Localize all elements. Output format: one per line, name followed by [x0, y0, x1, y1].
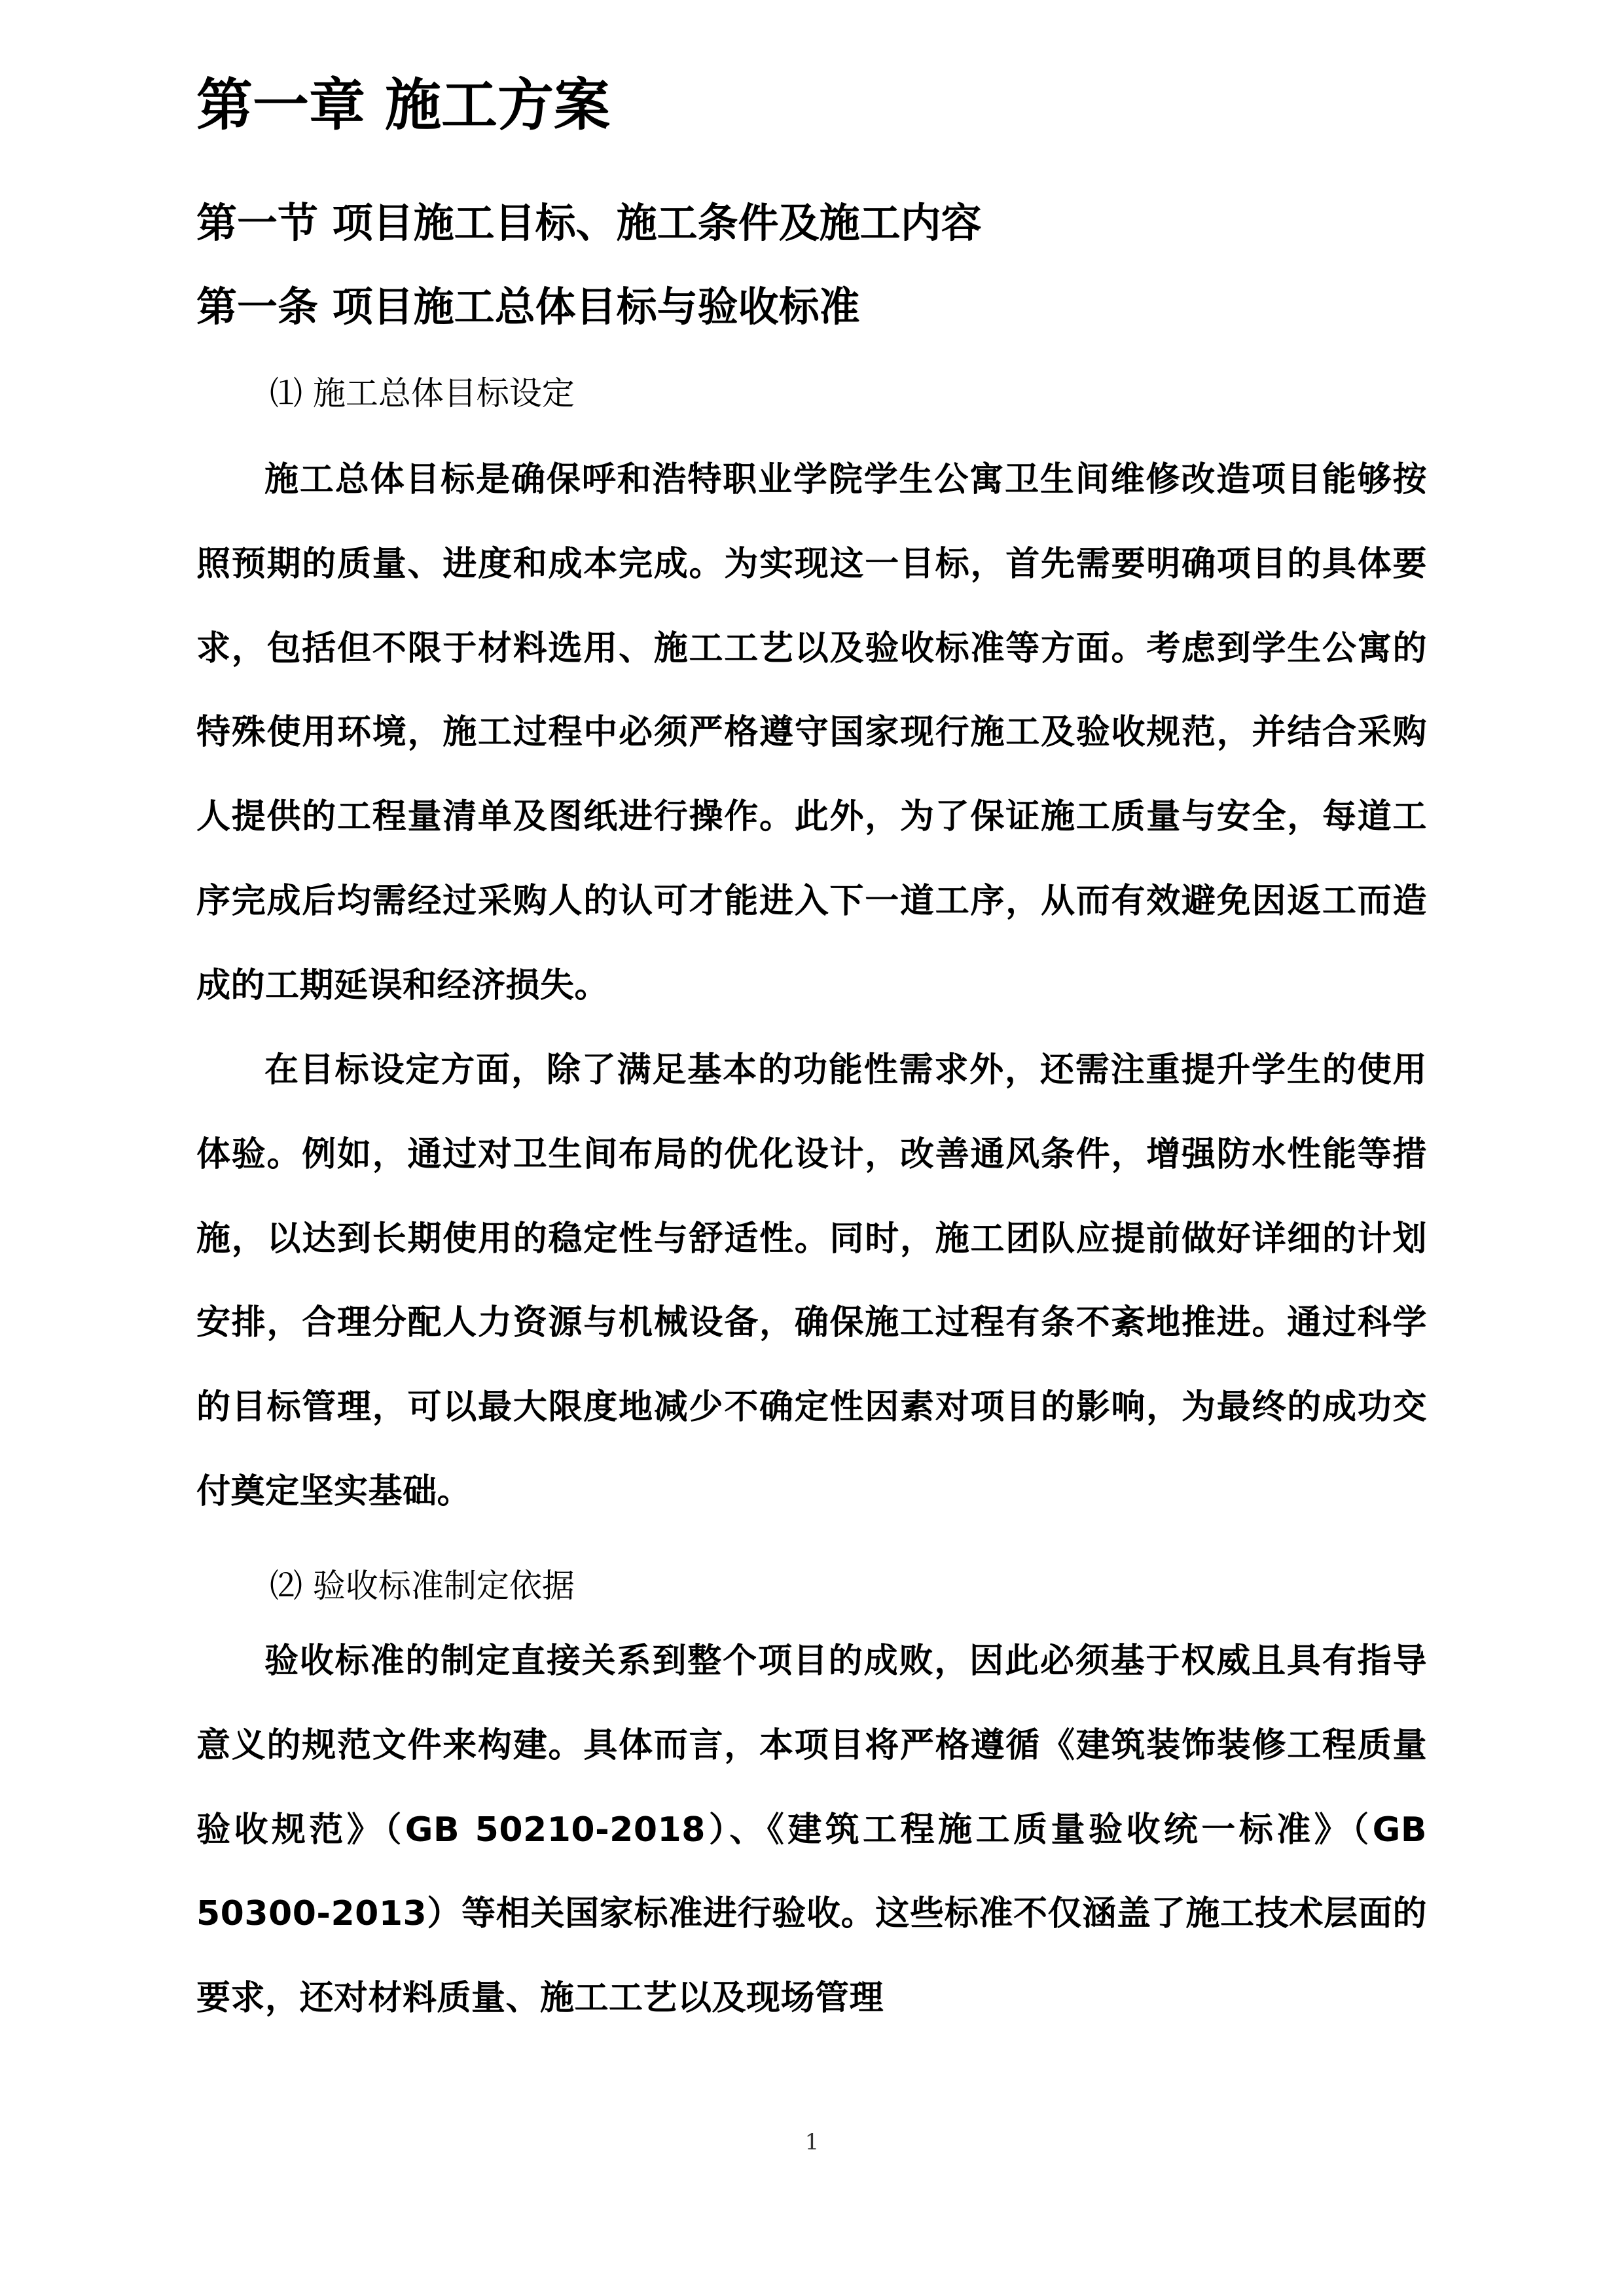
subheading-goal-setting: ⑴ 施工总体目标设定 [270, 374, 575, 412]
paragraph-goal-overview: 施工总体目标是确保呼和浩特职业学院学生公寓卫生间维修改造项目能够按照预期的质量、进度和成本完成。为实现这一目标，首先需要明确项目的具体要求，包括但不限于材料选用、施工工艺以及验收标准等方面。考虑到学生公寓的特殊使用环境，施工过程中必须严格遵守国家现行施工及验收规范，并结合采购人提供的工程量清单及图纸进行操作。此外，为了保证施工质量与安全，每道工序完成后均需经过采购人的认可才能进入下一道工序，从而有效避免因返工而造成的工期延误和经济损失。 [196, 460, 1427, 1005]
section-title: 第一节 项目施工目标、施工条件及施工内容 [196, 199, 982, 247]
paragraph-goal-details: 在目标设定方面，除了满足基本的功能性需求外，还需注重提升学生的使用体验。例如，通过对卫生间布局的优化设计，改善通风条件，增强防水性能等措施，以达到长期使用的稳定性与舒适性。同时，施工团队应提前做好详细的计划安排，合理分配人力资源与机械设备，确保施工过程有条不紊地推进。通过科学的目标管理，可以最大限度地减少不确定性因素对项目的影响，为最终的成功交付奠定坚实基础。 [196, 1050, 1427, 1511]
page-number: 1 [804, 2129, 820, 2155]
chapter-title: 第一章 施工方案 [196, 73, 610, 138]
subheading-acceptance-basis: ⑵ 验收标准制定依据 [270, 1567, 575, 1605]
paragraph-acceptance-standards: 验收标准的制定直接关系到整个项目的成败，因此必须基于权威且具有指导意义的规范文件来构建。具体而言，本项目将严格遵循《建筑装饰装修工程质量验收规范》（GB 50210-2018）、《建筑工程施工质量验收统一标准》（GB 50300-2013）等相关国家标准进行验收。这些标准不仅涵盖了施工技术层面的要求，还对材料质量、施工工艺以及现场管理 [196, 1641, 1427, 2018]
article-title: 第一条 项目施工总体目标与验收标准 [196, 283, 860, 331]
